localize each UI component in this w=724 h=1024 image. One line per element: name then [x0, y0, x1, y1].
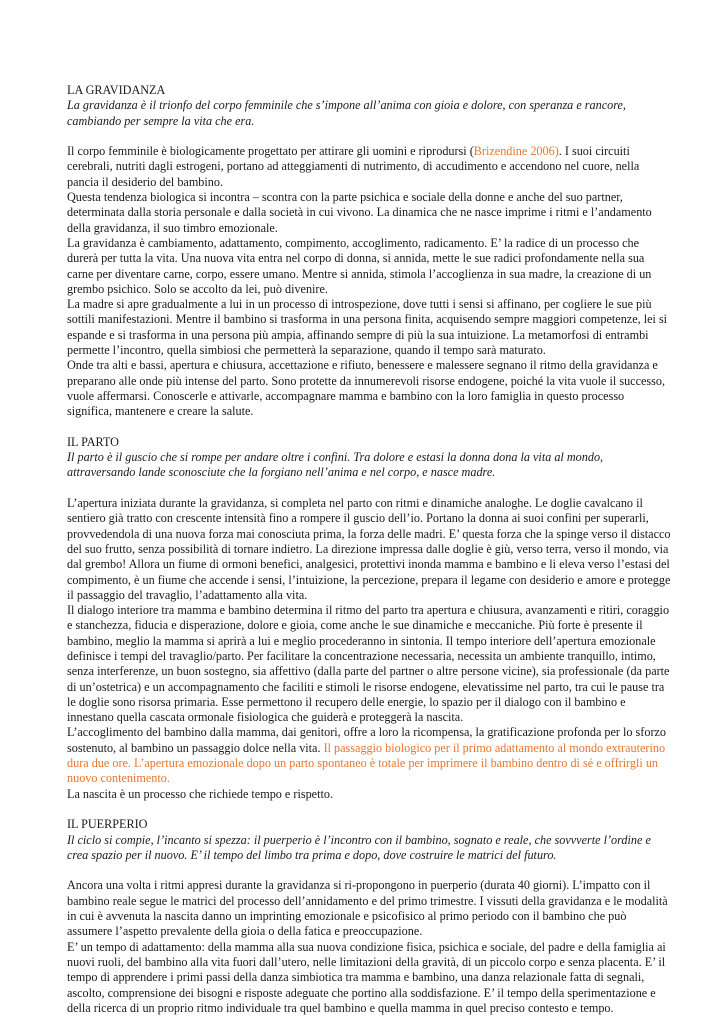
- paragraph: [67, 144, 672, 190]
- paragraph: Il dialogo interiore tra mamma e bambino determina il ritmo del parto tra apertura e chiusura, avanzamenti e ritiri, coraggio e stanchezza, fiducia e disperazione, dolore e gioia, come anche le sue dinamiche e meccaniche. Più forte è presente il bambino, meglio la mamma si aprirà a lui e meglio procederanno in sintonia. Il tempo interiore dell’apertura emozionale definisce i tempi del travaglio/parto. Per facilitare la concentrazione necessaria, necessita un ambiente tranquillo, intimo, senza interferenze, un buon sostegno, sia affettivo (dalla parte del partner o altre persone vicine), sia professionale (da parte di un’ostetrica) e un accompagnamento che faciliti e stimoli le risorse endogene, elevatissime nel parto, tra cui le pause tra le doglie sono risorsa primaria. Esse permettono il recupero delle energie, lo spazio per il dialogo con il bambino e innestano quella cascata ormonale fisiologica che guiderà e proteggerà la nascita.: [67, 603, 670, 725]
- highlighted-text: Il passaggio biologico per il primo adattamento al mondo extrauterino dura due ore. L’apertura emozionale dopo un parto spontaneo è totale per imprimere il bambino dentro di sé e offrirgli un nuovo contenimento.: [67, 740, 666, 786]
- section-heading: IL PUERPERIO: [67, 817, 148, 832]
- paragraph-text: . I suoi circuiti cerebrali, nutriti dagli estrogeni, portano ad atteggiamenti di nutrimento, di accudimento e accendono nel cuore, nella pancia il desiderio del bambino.: [67, 144, 640, 189]
- section-puerperio: [67, 817, 672, 1016]
- paragraph: Ancora una volta i ritmi appresi durante la gravidanza si ri-propongono in puerperio (durata 40 giorni). L’impatto con il bambino reale segue le matrici del processo dell’annidamento e del primo trimestre. I vissuti della gravidanza e le modalità in cui è avvenuta la nascita danno un imprinting emozionale e psicofisico al primo periodo con il bambino che può assumere l’aspetto prevalente della gioia o della fatica e preoccupazione.: [67, 878, 668, 939]
- section-heading: LA GRAVIDANZA: [67, 83, 166, 97]
- paragraph: [67, 725, 672, 786]
- paragraph: Onde tra alti e bassi, apertura e chiusura, accettazione e rifiuto, benessere e malessere segnano il ritmo della gravidanza e preparano alle onde più intense del parto. Sono protette da innumerevoli risorse endogene, poiché la vita vuole il successo, vuole affermarsi. Conoscerle e attivarle, accompagnare mamma e bambino con la loro famiglia in questo processo significa, mantenere e creare la salute.: [67, 358, 666, 419]
- section-lead: La gravidanza è il trionfo del corpo femminile che s’impone all’anima con gioia e dolore, con speranza e rancore, cambiando per sempre la vita che era.: [67, 98, 626, 128]
- citation-link[interactable]: Brizendine 2006): [473, 144, 559, 159]
- paragraph: E’ un tempo di adattamento: della mamma alla sua nuova condizione fisica, psichica e sociale, del padre e della famiglia ai nuovi ruoli, del bambino alla vita fuori dall’utero, nelle limitazioni della gravità, di un piccolo corpo e senza placenta. E’ il tempo di apprendere i primi passi della danza simbiotica tra mamma e bambino, una danza relazionale fatta di segnali, ascolto, comprensione dei bisogni e risposte adeguate che portino alla soddisfazione. E’ il tempo della sperimentazione e della ricerca di un proprio ritmo individuale tra quel bambino e quella mamma in quel preciso contesto e tempo.: [67, 939, 666, 1015]
- paragraph: La madre si apre gradualmente a lui in un processo di introspezione, dove tutti i sensi si affinano, per cogliere le sue più sottili manifestazioni. Mentre il bambino si trasforma in una persona finita, acquisendo sempre maggiori competenze, lei si espande e si trasforma in una persona più ampia, affinando sempre di più la sua intuizione. La metamorfosi di entrambi permette l’incontro, quella simbiosi che permetterà la separazione, quando il tempo sarà maturato.: [67, 297, 668, 358]
- paragraph-text: L’accoglimento del bambino dalla mamma, dai genitori, offre a loro la ricompensa, la gratificazione profonda per lo sforzo sostenuto, al bambino un passaggio dolce nella vita.: [67, 725, 667, 755]
- paragraph: La gravidanza è cambiamento, adattamento, compimento, accoglimento, radicamento. E’ la radice di un processo che durerà per tutta la vita. Una nuova vita entra nel corpo di donna, si annida, mette le sue radici profondamente nella sua carne per diventare carne, corpo, essere umano. Mentre si annida, stimola l’accoglienza in sua madre, la creazione di un grembo psichico. Solo se accolto da lei, può divenire.: [67, 235, 652, 296]
- section-lead: Il ciclo si compie, l’incanto si spezza: il puerperio è l’incontro con il bambino, sognato e reale, che sovvverte l’ordine e crea spazio per il nuovo. E’ il tempo del limbo tra prima e dopo, dove costruire le matrici del futuro.: [67, 832, 651, 862]
- section-parto: [67, 435, 672, 802]
- paragraph: Questa tendenza biologica si incontra – scontra con la parte psichica e sociale della donne e anche del suo partner, determinata dalla storia personale e dalla società in cui vivono. La dinamica che ne nasce imprime i ritmi e l’andamento della gravidanza, il suo timbro emozionale.: [67, 190, 652, 235]
- paragraph: La nascita è un processo che richiede tempo e rispetto.: [67, 786, 333, 801]
- paragraph-text: Il corpo femminile è biologicamente progettato per attirare gli uomini e riprodursi (: [67, 144, 474, 159]
- section-lead: Il parto è il guscio che si rompe per andare oltre i confini. Tra dolore e estasi la donna dona la vita al mondo, attraversando lande sconosciute che la forgiano nell’anima e nel corpo, e nasce madre.: [67, 450, 604, 480]
- section-gravidanza: [67, 83, 672, 420]
- section-heading: IL PARTO: [67, 434, 119, 449]
- paragraph: L’apertura iniziata durante la gravidanza, si completa nel parto con ritmi e dinamiche analoghe. Le doglie cavalcano il sentiero già tratto con crescente intensità fino a rompere il guscio dell’io. Portano la donna ai suoi confini per superarli, provvedendola di una nuova forza mai conosciuta prima, la forza delle madri. E’ questa forza che la spinge verso il distacco del suo frutto, senza possibilità di tornare indietro. La direzione impressa dalle doglie è giù, verso terra, verso il mondo, via dal grembo! Allora un fiume di ormoni benefici, analgesici, protettivi inonda mamma e bambino e li eleva verso l’estasi del compimento, è un fiume che accende i sensi, l’intuizione, la percezione, prepara il legame con desiderio e amore e protegge il passaggio del travaglio, l’adattamento alla vita.: [67, 496, 671, 602]
